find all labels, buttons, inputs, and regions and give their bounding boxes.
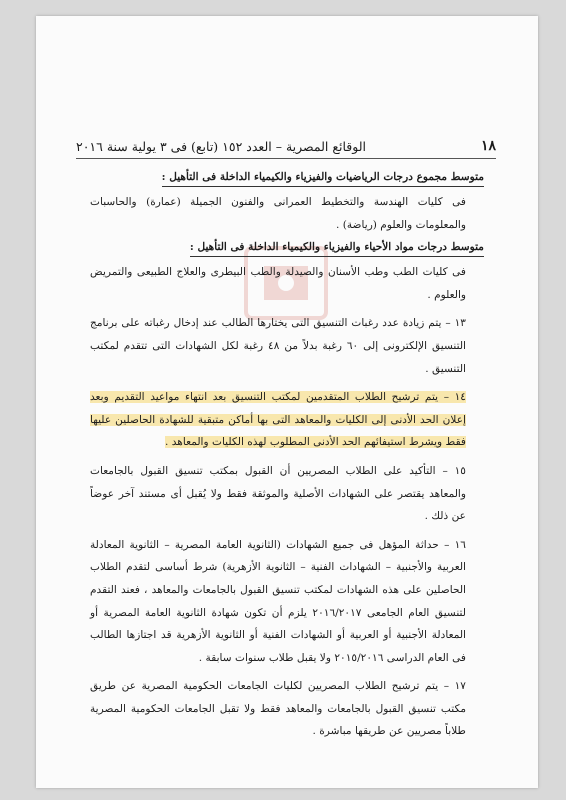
clause-14: [90, 386, 484, 454]
clause-15: ١٥ – التأكيد على الطلاب المصريين أن القبول بمكتب تنسيق القبول بالجامعات والمعاهد يقتصر على الشهادات الأصلية والموثقة فقط ولا يُقبل أى مستند آخر عوضاً عن ذلك .: [90, 464, 466, 523]
section-heading-biology: متوسط درجات مواد الأحياء والفيزياء والكيمياء الداخلة فى التأهيل :: [190, 239, 484, 257]
document-body: [90, 166, 484, 743]
page-header: [76, 132, 496, 154]
highlighted-text: ١٤ – يتم ترشيح الطلاب المتقدمين لمكتب التنسيق بعد انتهاء مواعيد التقديم وبعد إعلان الحد الأدنى إلى الكليات والمعاهد التى بها أماكن متبقية للشهادة الحاصلين عليها فقط ويشرط استيفائهم الحد الأدنى المطلوب لهذه الكليات والمعاهد .: [90, 391, 466, 449]
clause-17: ١٧ – يتم ترشيح الطلاب المصريين لكليات الجامعات الحكومية المصرية عن طريق مكتب تنسيق القبول بالجامعات والمعاهد فقط ولا تقبل الجامعات الحكومية المصرية طلاباً مصريين عن طريقها مباشرة .: [90, 680, 466, 738]
paragraph-medical-colleges: فى كليات الطب وطب الأسنان والصيدلة والطب البيطرى والعلاج الطبيعى والتمريض والعلوم .: [90, 266, 466, 301]
gazette-title: الوقائع المصرية – العدد ١٥٢ (تابع) فى ٣ يولية سنة ٢٠١٦: [76, 139, 366, 154]
page-number: ١٨: [480, 138, 496, 154]
clause-13: ١٣ – يتم زيادة عدد رغبات التنسيق التى يختارها الطالب عند إدخال رغباته على برنامج التنسيق الإلكترونى إلى ٦٠ رغبة بدلاً من ٤٨ رغبة لكل الشهادات التى تتقدم لمكتب التنسيق .: [90, 317, 467, 375]
paragraph-engineering-colleges: فى كليات الهندسة والتخطيط العمرانى والفنون الجميلة (عمارة) والحاسبات والمعلومات والعلوم (رياضة) .: [90, 196, 466, 231]
header-divider: [76, 158, 496, 159]
clause-16: ١٦ – حداثة المؤهل فى جميع الشهادات (الثانوية العامة المصرية – الثانوية المعادلة العربية والأجنبية – الشهادات الفنية – الثانوية الأزهرية) شرط أساسى لتقدم الطلاب الحاصلين على هذه الشهادات لمكتب تنسيق القبول بالجامعات والمعاهد ، فعند التقدم لتنسيق العام الجامعى ٢٠١٦/٢٠١٧ يلزم أن تكون شهادة الثانوية العامة المصرية أو المعادلة الأجنبية أو العربية أو الشهادات الفنية أو الثانوية الأزهرية قد اجتازها الطالب فى العام الدراسى ٢٠١٥/٢٠١٦ ولا يقبل طلاب سنوات سابقة .: [90, 538, 466, 664]
document-page: [36, 16, 538, 788]
section-heading-math: متوسط مجموع درجات الرياضيات والفيزياء والكيمياء الداخلة فى التأهيل :: [162, 169, 484, 187]
